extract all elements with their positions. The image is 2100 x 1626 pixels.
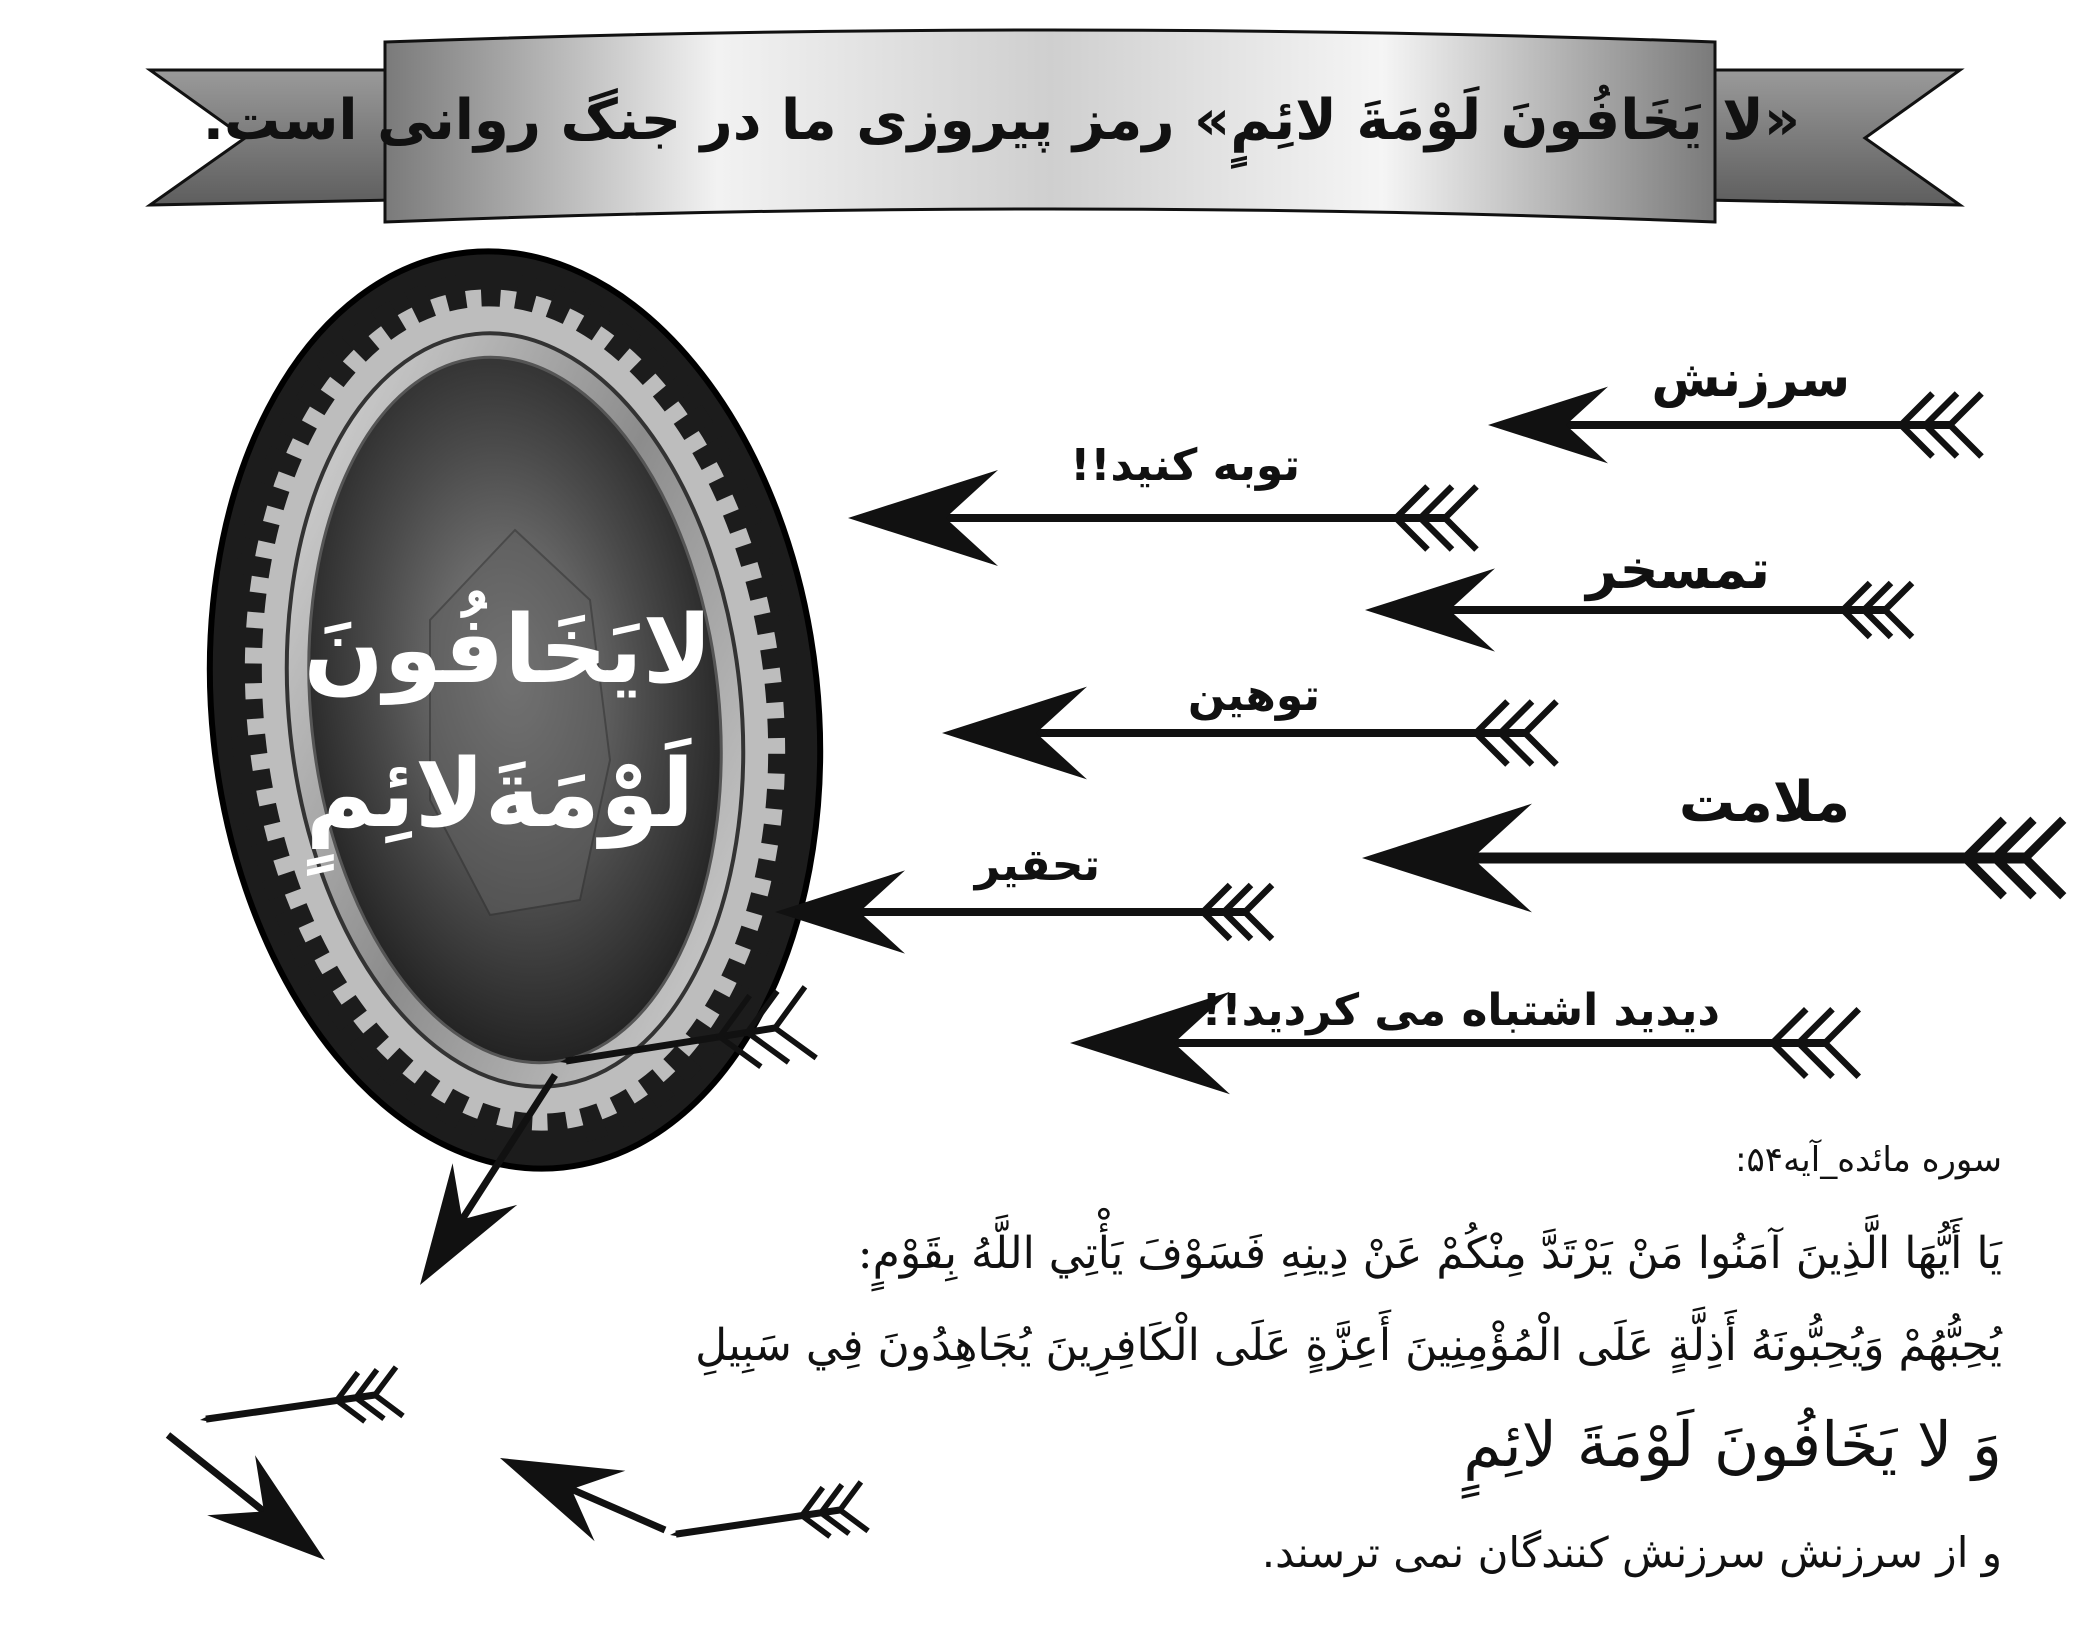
verse-reference: سوره مائده_آیه۵۴: (1735, 1140, 2002, 1180)
arrow-label-didid: دیدید اشتباه می کردید!! (1201, 985, 1720, 1036)
arrow-fallen-4 (670, 1482, 868, 1537)
banner-title: «لا یَخَافُونَ لَوْمَةَ لائِمٍ» رمز پیروزی ما در جنگ روانی است. (202, 88, 1800, 153)
arrow-fallen-3 (500, 1458, 665, 1541)
arrow-label-sarzanesh: سرزنش (1651, 350, 1850, 408)
shield-text-line1: لایَخَافُونَ (303, 596, 713, 705)
arrow-deflect-down (420, 1075, 555, 1285)
verse-line-2: يُحِبُّهُمْ وَيُحِبُّونَهُ أَذِلَّةٍ عَلَى الْمُؤْمِنِينَ أَعِزَّةٍ عَلَى الْكَافِرِينَ يُجَاهِدُونَ فِي سَبِيلِ (695, 1320, 2002, 1371)
arrow-fallen-1 (200, 1367, 403, 1422)
arrow-label-tohin: توهین (1187, 670, 1320, 721)
verse-line-3: وَ لا يَخَافُونَ لَوْمَةَ لائِمٍ (1463, 1408, 2002, 1481)
verse-translation: و از سرزنش سرزنش کنندگان نمی ترسند. (1261, 1528, 2002, 1577)
verse-line-1: يَا أَيُّهَا الَّذِينَ آمَنُوا مَنْ يَرْتَدَّ مِنْكُمْ عَنْ دِينِهِ فَسَوْفَ يَأْتِي اللَّهُ بِقَوْمٍ: (857, 1228, 2002, 1279)
arrow-label-melamat: ملامت (1678, 770, 1850, 835)
arrow-label-tobe: توبه کنید!! (1070, 440, 1300, 491)
arrow-label-tahqir: تحقیر (974, 840, 1100, 891)
shield-text-line2: لَوْمَةَلائِمٍ (305, 740, 695, 849)
arrow-deflect-stick (560, 987, 816, 1067)
arrow-fallen-2 (168, 1435, 325, 1560)
arrow-label-tamaskhor: تمسخر (1586, 538, 1770, 601)
